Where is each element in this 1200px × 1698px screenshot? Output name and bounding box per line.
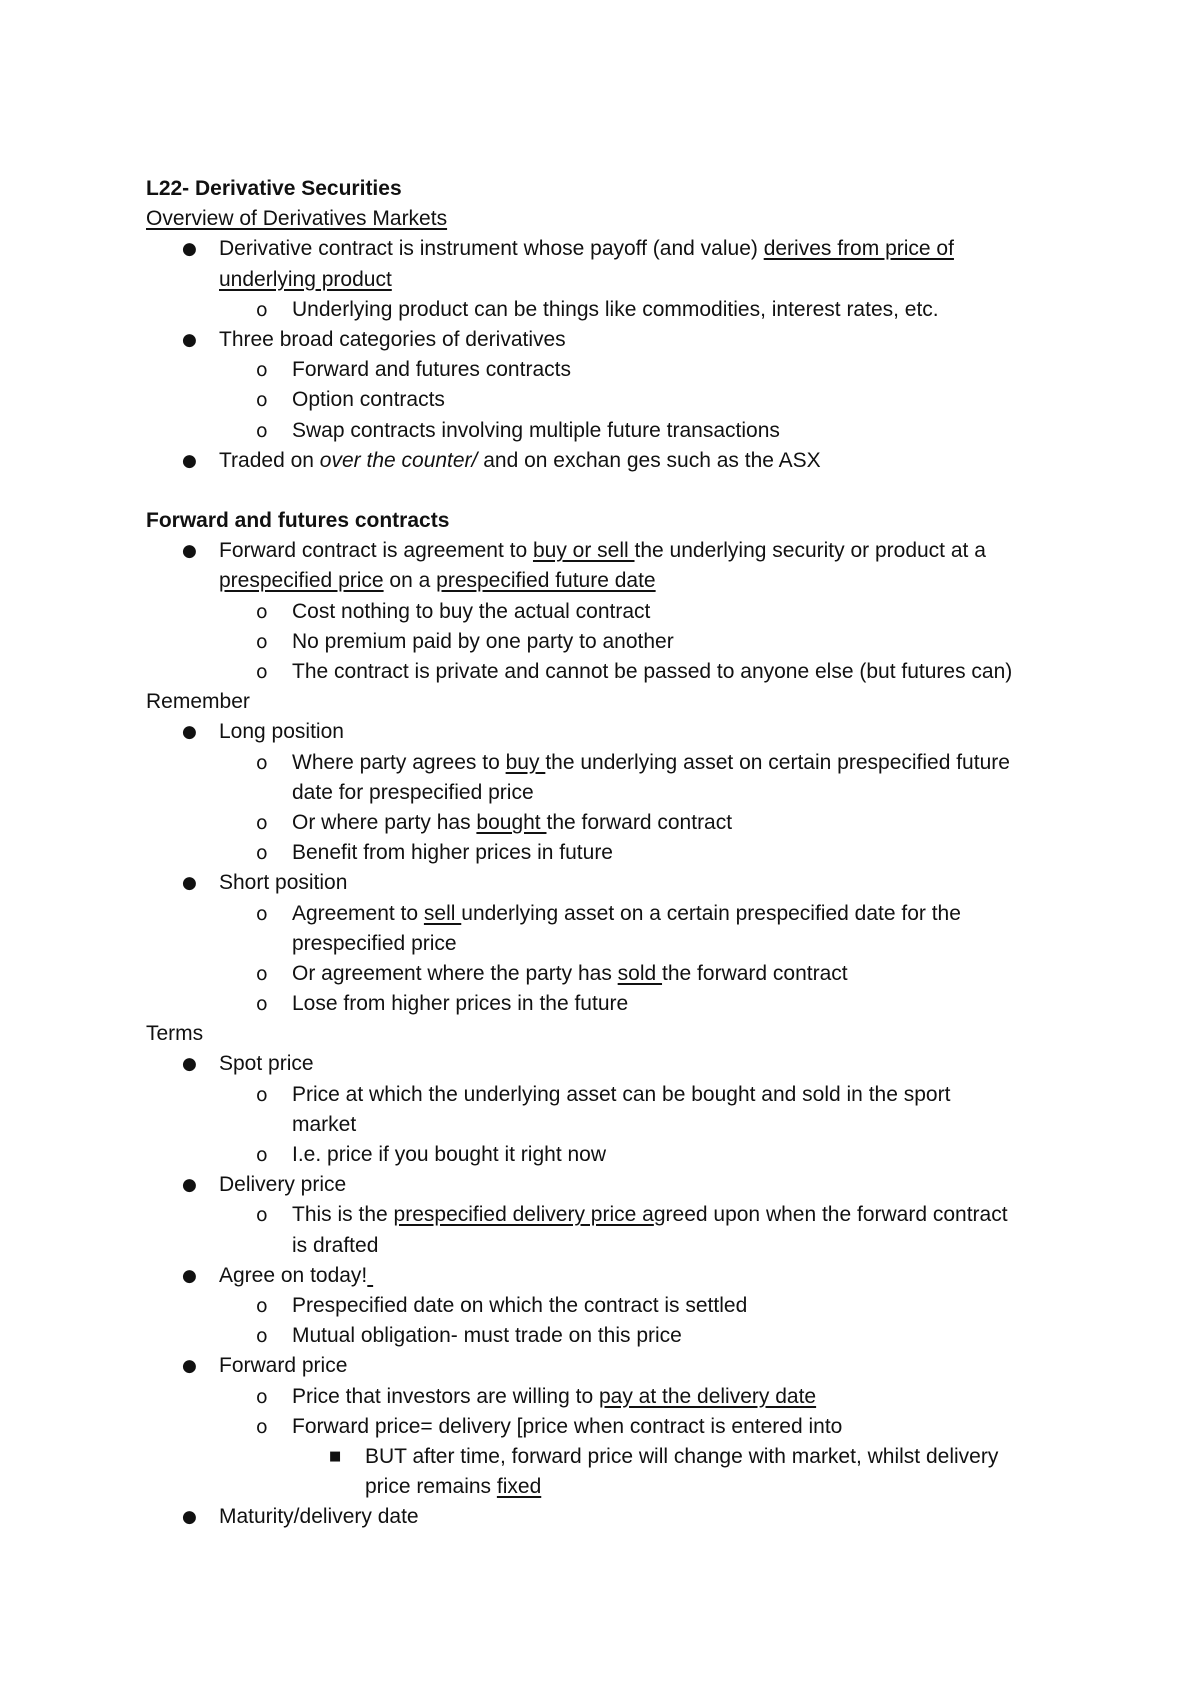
circle-marker: o — [256, 1385, 268, 1408]
sub-list-item: o I.e. price if you bought it right now — [146, 1140, 1096, 1170]
circle-marker: o — [256, 1204, 268, 1227]
list-item: ● Traded on over the counter/ and on exchan ges such as the ASX — [146, 446, 1096, 476]
circle-marker: o — [256, 600, 268, 623]
list-item: ● Maturity/delivery date — [146, 1502, 1096, 1532]
list-item: ● Long position — [146, 717, 1096, 747]
circle-marker: o — [256, 389, 268, 412]
circle-marker: o — [256, 1294, 268, 1317]
sub-list-item-continuation: prespecified price — [292, 931, 457, 955]
blank-line — [146, 476, 1096, 506]
sub-list-item: o Agreement to sell underlying asset on a certain prespecified date for the — [146, 899, 1096, 929]
sub-list-item: o The contract is private and cannot be passed to anyone else (but futures can) — [146, 657, 1096, 687]
document-page — [146, 174, 1096, 1532]
bullet-marker: ● — [182, 1054, 197, 1075]
circle-marker: o — [256, 751, 268, 774]
circle-marker: o — [256, 1325, 268, 1348]
sub-list-item: o Option contracts — [146, 385, 1096, 415]
bullet-marker: ● — [182, 450, 197, 471]
sub-list-item: o Lose from higher prices in the future — [146, 989, 1096, 1019]
circle-marker: o — [256, 630, 268, 653]
sub-sub-list-item-continuation: price remains fixed — [365, 1475, 542, 1499]
circle-marker: o — [256, 811, 268, 834]
square-marker: ■ — [329, 1448, 342, 1464]
bullet-marker: ● — [182, 239, 197, 260]
remember-label: Remember — [146, 690, 250, 714]
circle-marker: o — [256, 962, 268, 985]
bullet-marker: ● — [182, 329, 197, 350]
sub-list-item: o Or agreement where the party has sold the forward contract — [146, 959, 1096, 989]
list-item: ● Short position — [146, 868, 1096, 898]
list-item: ● Agree on today! — [146, 1261, 1096, 1291]
bullet-marker: ● — [182, 722, 197, 743]
sub-list-item: o Forward and futures contracts — [146, 355, 1096, 385]
list-item: ● Three broad categories of derivatives — [146, 325, 1096, 355]
bullet-marker: ● — [182, 1265, 197, 1286]
list-item-continuation: underlying product — [219, 267, 392, 291]
sub-list-item-continuation: is drafted — [292, 1233, 379, 1257]
sub-list-item: o Mutual obligation- must trade on this price — [146, 1321, 1096, 1351]
section-heading-overview: Overview of Derivatives Markets — [146, 207, 448, 231]
circle-marker: o — [256, 902, 268, 925]
bullet-marker: ● — [182, 1175, 197, 1196]
sub-list-item-continuation: market — [292, 1112, 357, 1136]
list-item: ● Forward contract is agreement to buy or sell the underlying security or product at a — [146, 536, 1096, 566]
circle-marker: o — [256, 1144, 268, 1166]
circle-marker: o — [256, 419, 268, 442]
list-item-continuation: prespecified price on a prespecified future date — [219, 569, 656, 593]
sub-list-item: o Where party agrees to buy the underlying asset on certain prespecified future — [146, 748, 1096, 778]
sub-list-item: o Or where party has bought the forward contract — [146, 808, 1096, 838]
bullet-marker: ● — [182, 1356, 197, 1377]
list-item: ● Forward price — [146, 1351, 1096, 1381]
circle-marker: o — [256, 1083, 268, 1106]
sub-list-item: o Swap contracts involving multiple future transactions — [146, 416, 1096, 446]
sub-list-item: o Cost nothing to buy the actual contract — [146, 597, 1096, 627]
sub-list-item: o No premium paid by one party to another — [146, 627, 1096, 657]
circle-marker: o — [256, 661, 268, 683]
list-item: ● Spot price — [146, 1049, 1096, 1079]
sub-list-item: o Price at which the underlying asset can be bought and sold in the sport — [146, 1080, 1096, 1110]
bullet-marker: ● — [182, 1507, 197, 1528]
list-item: ● Delivery price — [146, 1170, 1096, 1200]
bullet-marker: ● — [182, 873, 197, 894]
sub-list-item: o Benefit from higher prices in future — [146, 838, 1096, 868]
bullet-marker: ● — [182, 541, 197, 562]
sub-list-item: o Prespecified date on which the contract is settled — [146, 1291, 1096, 1321]
sub-list-item-continuation: date for prespecified price — [292, 780, 534, 804]
terms-label: Terms — [146, 1022, 204, 1046]
section-heading-forward-futures: Forward and futures contracts — [146, 509, 450, 533]
circle-marker: o — [256, 359, 268, 382]
circle-marker: o — [256, 993, 268, 1016]
sub-list-item: o Price that investors are willing to pay at the delivery date — [146, 1382, 1096, 1412]
sub-list-item: o This is the prespecified delivery price agreed upon when the forward contract — [146, 1200, 1096, 1230]
sub-sub-list-item: ■ BUT after time, forward price will change with market, whilst delivery — [146, 1442, 1096, 1472]
list-item: ● Derivative contract is instrument whose payoff (and value) derives from price of — [146, 234, 1096, 264]
sub-list-item: o Underlying product can be things like commodities, interest rates, etc. — [146, 295, 1096, 325]
circle-marker: o — [256, 1415, 268, 1438]
circle-marker: o — [256, 298, 268, 321]
sub-list-item: o Forward price= delivery [price when contract is entered into — [146, 1412, 1096, 1442]
circle-marker: o — [256, 842, 268, 865]
document-title: L22- Derivative Securities — [146, 177, 402, 200]
